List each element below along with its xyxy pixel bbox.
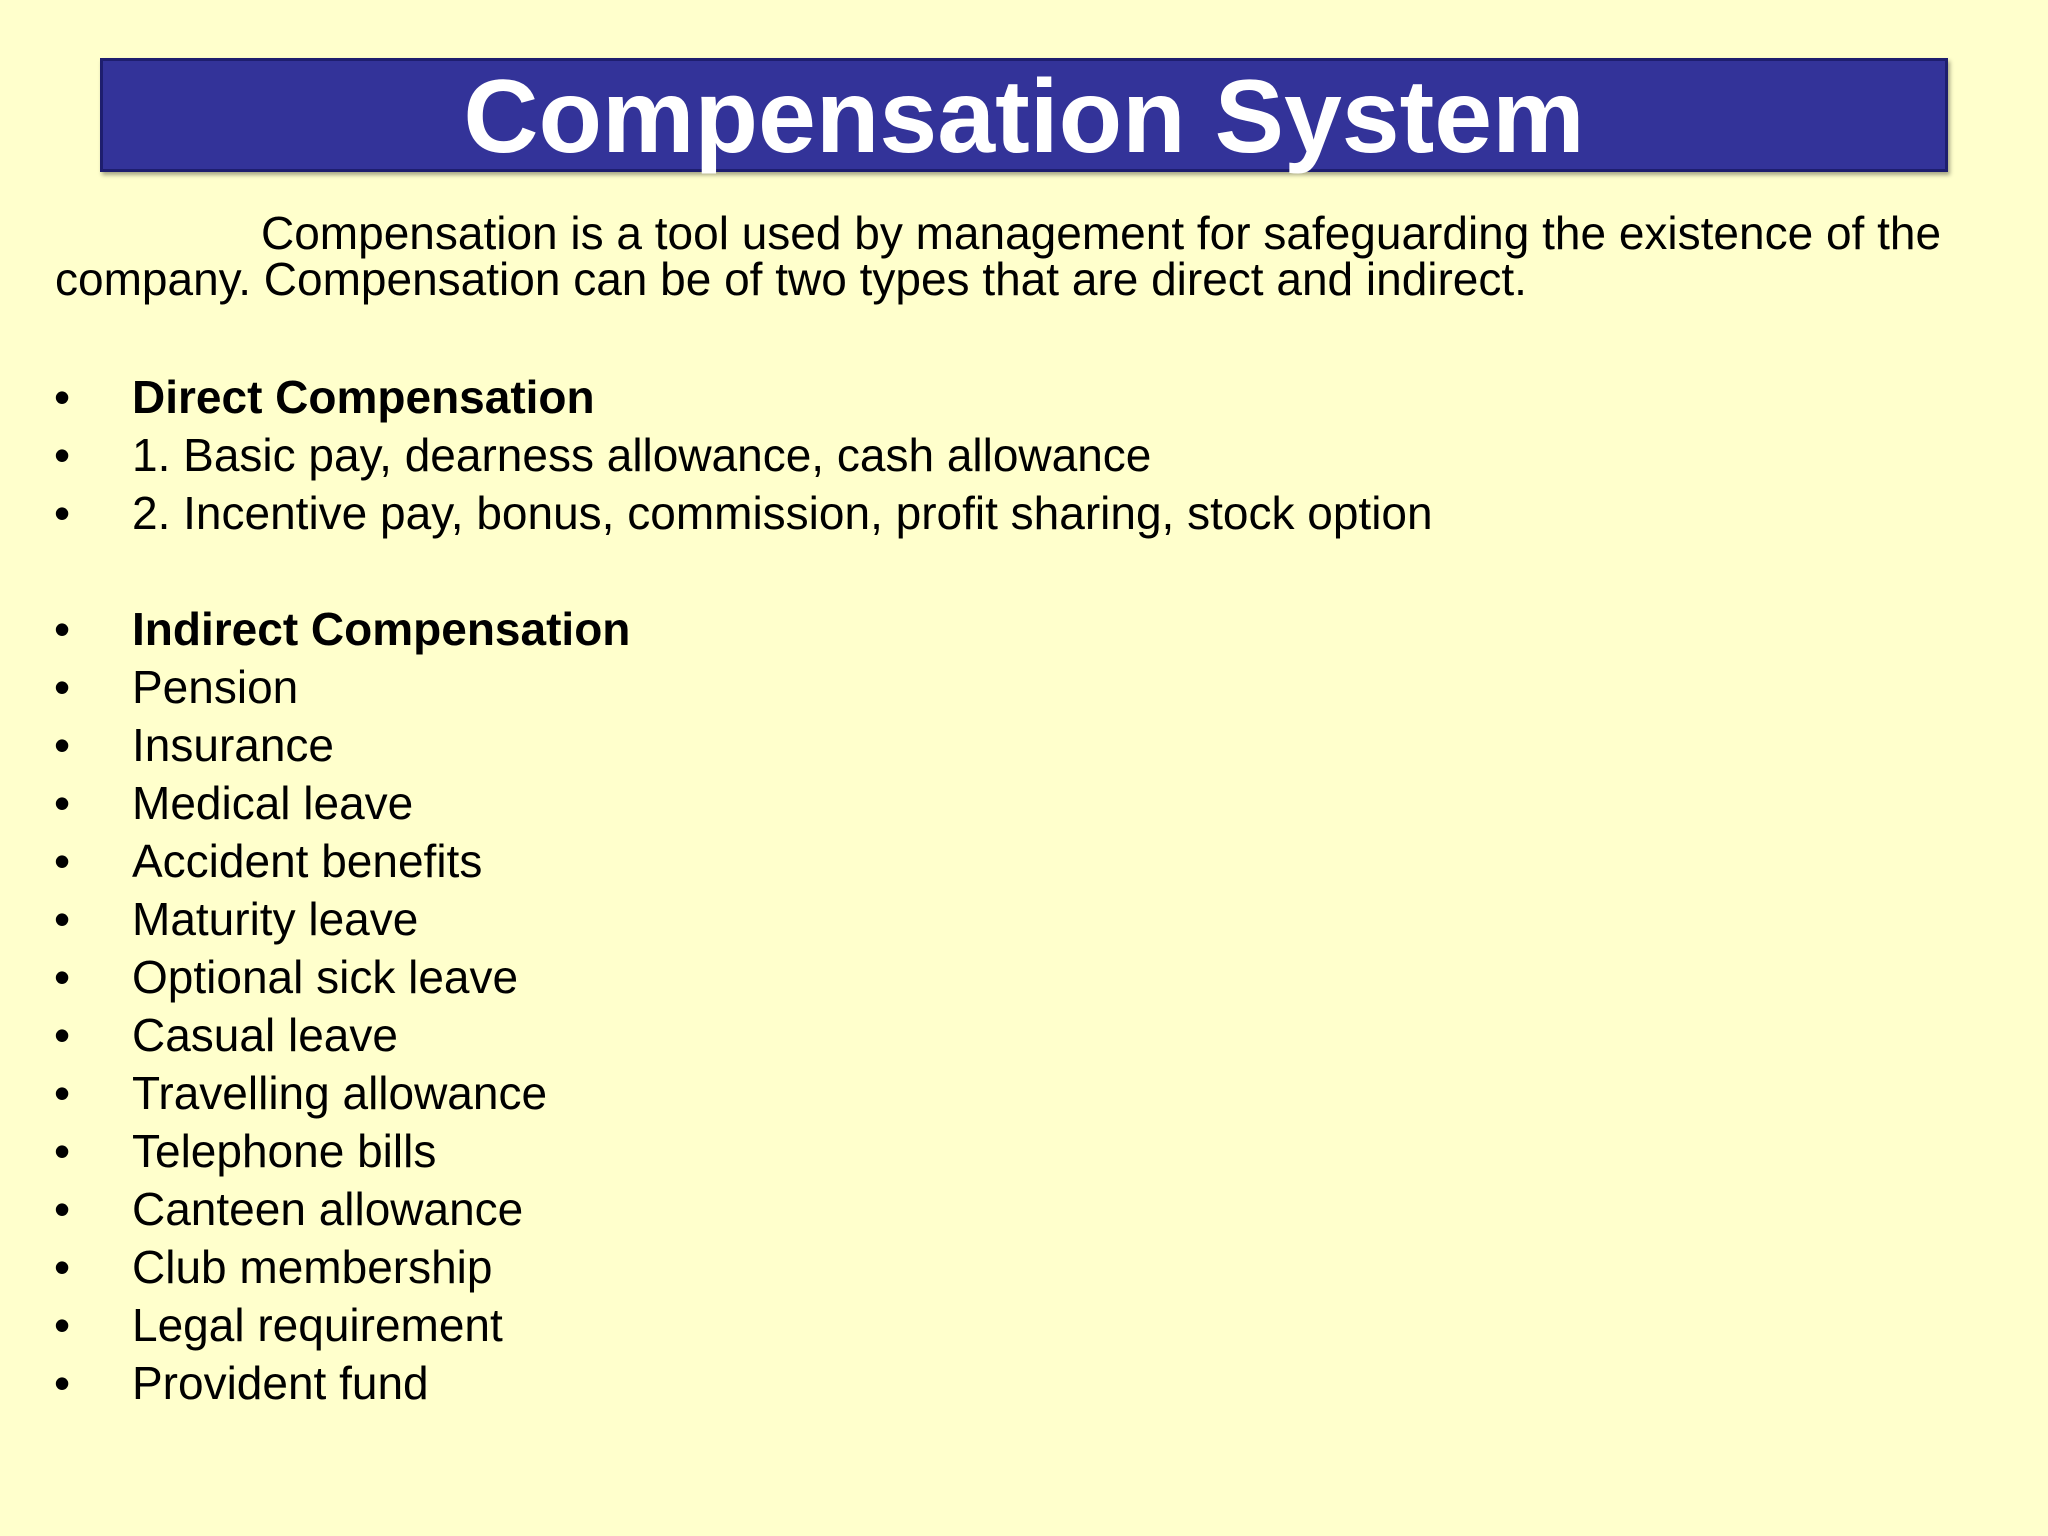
- bullet-dot: •: [54, 661, 71, 713]
- indirect-item-legal-requirement: Legal requirement: [132, 1299, 503, 1351]
- indirect-compensation-heading: Indirect Compensation: [132, 603, 631, 655]
- bullet-dot: •: [54, 835, 71, 887]
- bullet-dot: •: [54, 893, 71, 945]
- bullet-dot: •: [54, 1009, 71, 1061]
- indirect-item-canteen-allowance: Canteen allowance: [132, 1183, 524, 1235]
- bullet-dot: •: [54, 777, 71, 829]
- indirect-item-casual-leave: Casual leave: [132, 1009, 398, 1061]
- bullet-dot: •: [54, 1183, 71, 1235]
- indirect-item-provident-fund: Provident fund: [132, 1357, 429, 1409]
- bullet-dot: •: [54, 1357, 71, 1409]
- indirect-item-medical-leave: Medical leave: [132, 777, 414, 829]
- bullet-dot: •: [54, 1299, 71, 1351]
- slide-title: Compensation System: [463, 59, 1585, 175]
- direct-item-incentive-pay: 2. Incentive pay, bonus, commission, profit sharing, stock option: [132, 487, 1433, 539]
- indirect-item-insurance: Insurance: [132, 719, 335, 771]
- bullet-dot: •: [54, 719, 71, 771]
- indirect-item-optional-sick-leave: Optional sick leave: [132, 951, 519, 1003]
- bullet-dot: •: [54, 603, 71, 655]
- bullet-dot: •: [54, 1067, 71, 1119]
- bullet-dot: •: [54, 1125, 71, 1177]
- indirect-item-pension: Pension: [132, 661, 299, 713]
- indirect-item-maturity-leave: Maturity leave: [132, 893, 419, 945]
- intro-paragraph: Compensation is a tool used by management for safeguarding the existence of the company. Compensation can be of two types that are direct and indirect.: [55, 207, 1942, 305]
- direct-compensation-heading: Direct Compensation: [132, 371, 595, 423]
- indirect-item-club-membership: Club membership: [132, 1241, 493, 1293]
- indirect-item-accident-benefits: Accident benefits: [132, 835, 483, 887]
- indirect-item-telephone-bills: Telephone bills: [132, 1125, 437, 1177]
- bullet-dot: •: [54, 951, 71, 1003]
- bullet-dot: •: [54, 487, 71, 539]
- bullet-dot: •: [54, 371, 71, 423]
- indirect-item-travelling-allowance: Travelling allowance: [132, 1067, 548, 1119]
- bullet-dot: •: [54, 1241, 71, 1293]
- bullet-dot: •: [54, 429, 71, 481]
- direct-item-basic-pay: 1. Basic pay, dearness allowance, cash allowance: [132, 429, 1152, 481]
